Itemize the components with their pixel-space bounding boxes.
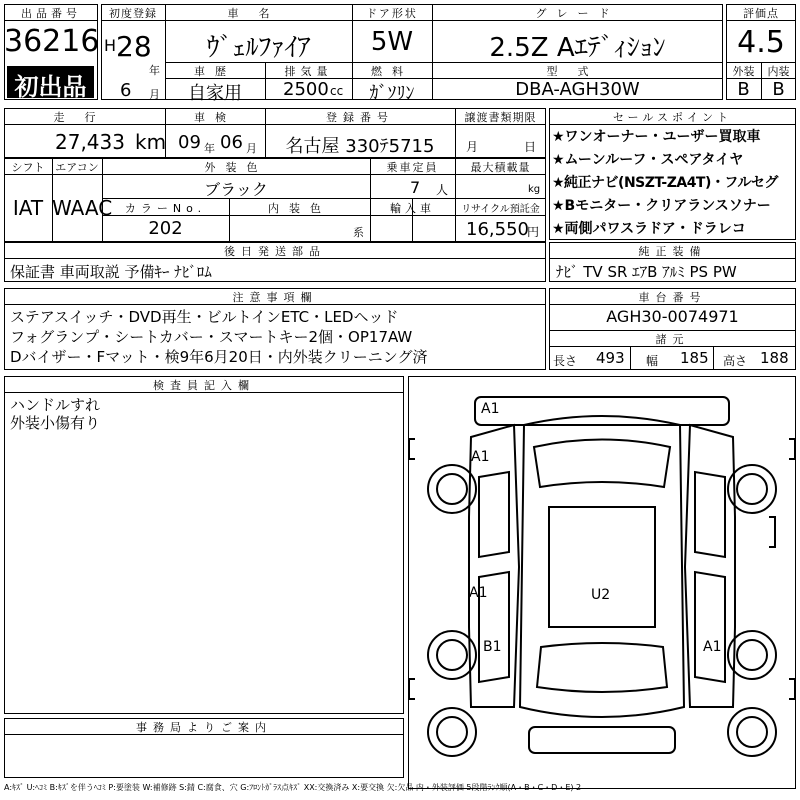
- exterior-score: B: [737, 79, 750, 100]
- equip-label: 純正装備: [638, 245, 707, 258]
- color-no-label: カラーNo.: [124, 202, 207, 215]
- damage-mark: A1: [471, 449, 490, 465]
- inspector-line: ハンドルすれ: [10, 396, 101, 414]
- damage-mark: A1: [703, 639, 722, 655]
- interior-score: B: [772, 79, 785, 100]
- color-no: 202: [148, 218, 183, 239]
- recycle-label: リサイクル預託金: [461, 204, 540, 215]
- note-line: Dバイザー・Fマット・検9年6月20日・内外装クリーニング済: [10, 348, 428, 366]
- recycle: 16,550: [466, 219, 529, 240]
- shift-label: シフト: [11, 161, 45, 174]
- sales-point: ★ムーンルーフ・スペアタイヤ: [552, 152, 744, 168]
- equip-value: ﾅﾋﾞ TV SR ｴｱB ｱﾙﾐ PS PW: [556, 263, 737, 281]
- damage-mark: A1: [469, 585, 488, 601]
- docs-label: 後日発送部品: [224, 245, 326, 258]
- fuel: ｶﾞｿﾘﾝ: [369, 83, 415, 104]
- load-label: 最大積載量: [470, 161, 531, 174]
- insp-year-unit: 年: [204, 142, 215, 155]
- sales-point: ★Bモニター・クリアランスソナー: [552, 198, 771, 214]
- recycle-unit: 円: [527, 225, 540, 239]
- docs-value: 保証書 車両取説 予備ｷｰ ﾅﾋﾞﾛﾑ: [10, 263, 212, 281]
- capacity-unit: 人: [436, 183, 449, 197]
- sales-point: ★ワンオーナー・ユーザー買取車: [552, 129, 761, 145]
- int-color-label: 内装色: [268, 202, 331, 215]
- dims-label: 諸元: [655, 333, 690, 346]
- chassis-label: 車台番号: [638, 291, 707, 304]
- fuel-label: 燃料: [371, 65, 413, 78]
- displacement: 2500: [283, 79, 329, 100]
- length-label: 長さ: [553, 354, 578, 368]
- inspection-label: 車検: [194, 111, 236, 124]
- color: ブラック: [204, 180, 268, 199]
- displacement-unit: cc: [330, 84, 344, 98]
- model: DBA-AGH30W: [515, 79, 640, 100]
- width: 185: [680, 349, 709, 367]
- mileage: 27,433: [55, 130, 125, 154]
- office-label: 事務局よりご案内: [136, 721, 272, 734]
- insp-month: 06: [220, 132, 243, 153]
- reg-month: 6: [120, 80, 132, 101]
- legend-footer: A:ｷｽﾞ U:ﾍｺﾐ B:ｷｽﾞを伴うﾍｺﾐ P:要塗装 W:補修跡 S:錆 C:腐食、穴 G:ﾌﾛﾝﾄｶﾞﾗｽ点ｷｽﾞ XX:交換済み X:要交換 欠:欠品 内・外装評価 5段階ﾗﾝｸ順(A・B・C・D・E) 2: [4, 783, 582, 792]
- first-listing-text: 初出品: [14, 73, 87, 101]
- car-outline-svg: [409, 377, 795, 788]
- length: 493: [596, 349, 625, 367]
- sales-point: ★両側パワスラドア・ドラレコ: [552, 221, 746, 237]
- reg-year: 28: [116, 30, 152, 63]
- import-label: 輸入車: [390, 202, 435, 215]
- int-color-unit: 系: [353, 226, 364, 239]
- model-label: 型式: [546, 65, 609, 78]
- car-damage-diagram: [408, 376, 796, 789]
- history-label: 車歴: [194, 65, 236, 78]
- score-label: 評価点: [743, 7, 779, 20]
- insp-month-unit: 月: [246, 142, 257, 155]
- era: H: [104, 36, 117, 55]
- height: 188: [760, 349, 789, 367]
- door-label: ドア形状: [366, 7, 418, 20]
- mileage-label: 走行: [53, 111, 116, 124]
- inspector-line: 外装小傷有り: [10, 414, 101, 432]
- capacity: 7: [410, 178, 421, 197]
- lot-number: 36216: [4, 24, 100, 59]
- insp-year: 09: [178, 132, 201, 153]
- grade: 2.5Z Aｴﾃﾞｨｼｮﾝ: [489, 33, 666, 63]
- displacement-label: 排気量: [284, 65, 333, 78]
- door-type: 5W: [370, 27, 414, 57]
- transfer-label: 譲渡書類期限: [464, 111, 537, 124]
- exterior-label: 外装: [732, 65, 755, 78]
- transfer-day-unit: 日: [524, 140, 537, 154]
- load-unit: kg: [528, 184, 541, 195]
- inspector-label: 検査員記入欄: [153, 379, 255, 392]
- note-line: フォグランプ・シートカバー・スマートキー2個・OP17AW: [10, 328, 413, 346]
- history: 自家用: [188, 83, 242, 104]
- height-label: 高さ: [723, 354, 748, 368]
- damage-mark: U2: [591, 587, 611, 603]
- car-name-label: 車名: [227, 7, 290, 20]
- plate-label: 登録番号: [326, 111, 394, 124]
- color-label: 外装色: [204, 161, 268, 174]
- first-reg-label: 初度登録: [109, 7, 157, 20]
- damage-mark: B1: [483, 639, 502, 655]
- transfer-month-unit: 月: [466, 140, 479, 154]
- ac-label: エアコン: [55, 161, 99, 174]
- mileage-unit: km: [135, 130, 167, 154]
- notes-label: 注意事項欄: [232, 291, 318, 304]
- note-line: ステアスイッチ・DVD再生・ビルトインETC・LEDヘッド: [10, 308, 399, 326]
- car-name: ｳﾞｪﾙﾌｧｲｱ: [206, 33, 311, 63]
- chassis-number: AGH30-0074971: [606, 307, 739, 326]
- shift: IAT: [12, 196, 44, 220]
- grade-label: グレード: [535, 7, 620, 20]
- score: 4.5: [737, 25, 785, 60]
- sales-point: ★純正ナビ(NSZT-ZA4T)・フルセグ: [552, 175, 778, 191]
- sales-label: セールスポイント: [612, 111, 732, 124]
- capacity-label: 乗車定員: [386, 161, 439, 174]
- year-unit: 年: [149, 64, 160, 77]
- damage-mark: A1: [481, 401, 500, 417]
- plate: 名古屋 330ﾃ5715: [285, 136, 435, 157]
- lot-label: 出品番号: [21, 7, 81, 20]
- ac: WAAC: [52, 196, 113, 220]
- interior-label: 内装: [767, 65, 790, 78]
- width-label: 幅: [646, 354, 659, 368]
- month-unit: 月: [149, 88, 160, 101]
